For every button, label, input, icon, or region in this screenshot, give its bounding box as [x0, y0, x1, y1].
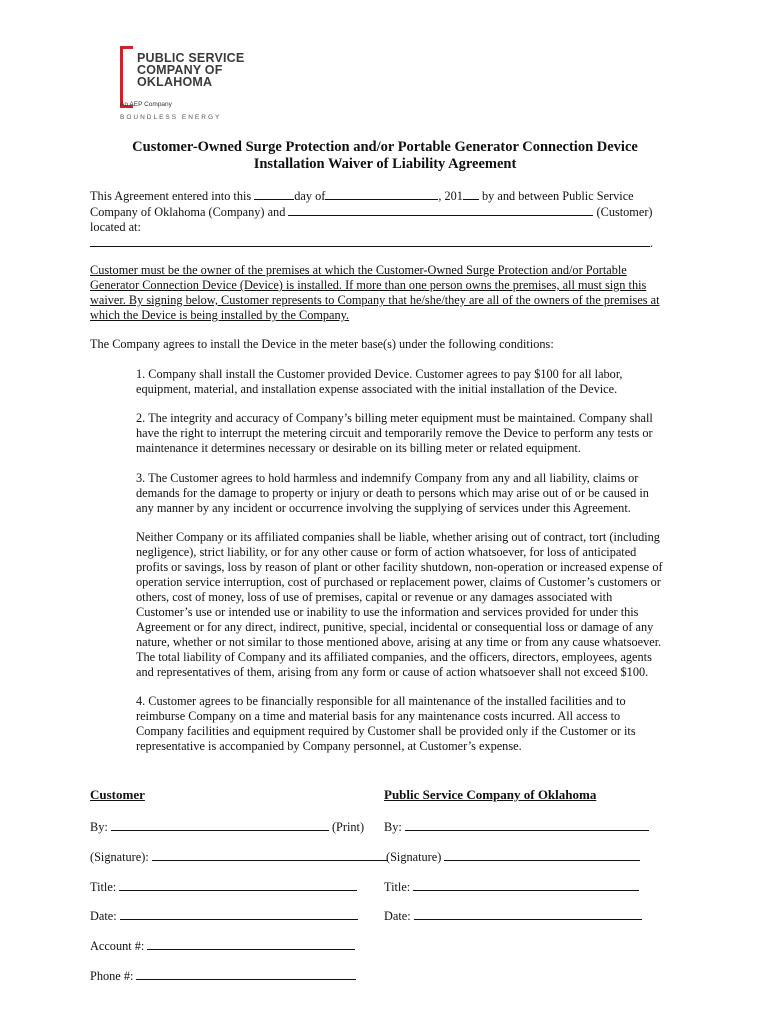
document-title — [90, 139, 680, 173]
intro-text-f: (Customer) — [596, 205, 653, 219]
title-line-1: Customer-Owned Surge Protection and/or Portable Generator Connection Device — [132, 139, 638, 155]
customer-date-field[interactable] — [120, 908, 358, 920]
owner-notice-line-2: Generator Connection Device (Device) is installed. If more than one person owns the premises, all must sign this — [90, 278, 647, 292]
customer-phone-row: Phone #: — [90, 968, 356, 984]
customer-phone-field[interactable] — [136, 968, 356, 980]
intro-text-a: This Agreement entered into this — [90, 189, 252, 203]
year-field[interactable] — [463, 188, 479, 200]
logo-line-1: PUBLIC SERVICE — [137, 51, 245, 65]
intro-text-g: located at: — [90, 220, 141, 234]
logo-line-2: COMPANY OF — [137, 63, 223, 77]
customer-title-field[interactable] — [119, 879, 357, 891]
company-heading: Public Service Company of Oklahoma — [384, 787, 597, 802]
logo-line-3: OKLAHOMA — [137, 75, 213, 89]
logo-parent-company: An AEP Company — [120, 101, 172, 108]
customer-heading: Customer — [90, 787, 145, 802]
intro-text-h: . — [650, 236, 654, 250]
condition-3: 3. The Customer agrees to hold harmless and indemnify Company from any and all liability, claims or demands for the damage to property or injury or death to persons which may arise out of or be caused in any manner by any incident or occurrence involving the supplying of services under this Agreement. — [136, 471, 649, 515]
condition-2: 2. The integrity and accuracy of Company’s billing meter equipment must be maintained. Company shall have the right to interrupt the metering circuit and temporarily remove the Device to perform any tests or maintenance it determines necessary or desirable on its billing meter or related equipment. — [136, 411, 653, 455]
customer-date-row: Date: — [90, 908, 358, 924]
company-date-row: Date: — [384, 908, 642, 924]
condition-1: 1. Company shall install the Customer provided Device. Customer agrees to pay $100 for all labor, equipment, material, and installation expense associated with the initial installation of the Device. — [136, 367, 623, 396]
company-signature-row: (Signature) — [386, 849, 640, 865]
company-logo — [137, 52, 244, 88]
company-by-row: By: — [384, 819, 649, 835]
month-field[interactable] — [325, 188, 438, 200]
company-signature-field[interactable] — [444, 849, 640, 861]
owner-notice — [90, 263, 690, 323]
company-title-field[interactable] — [413, 879, 639, 891]
owner-notice-line-3: waiver. By signing below, Customer represents to Company that he/she/they are all of the owners of the premises at — [90, 293, 660, 307]
customer-account-field[interactable] — [147, 938, 355, 950]
conditions-intro: The Company agrees to install the Device in the meter base(s) under the following conditions: — [90, 337, 554, 351]
intro-text-c: , 201 — [438, 189, 463, 203]
company-date-field[interactable] — [414, 908, 642, 920]
customer-title-row: Title: — [90, 879, 357, 895]
owner-notice-line-4-end: . — [346, 308, 350, 322]
condition-4: 4. Customer agrees to be financially responsible for all maintenance of the installed facilities and to reimburse Company on a time and material basis for any maintenance costs incurred. All access to Company facilities and equipment required by Customer shall be provided only if the Customer or its representative is accompanied by Company personnel, at Customer’s expense. — [136, 694, 636, 753]
company-title-row: Title: — [384, 879, 639, 895]
customer-signature-field[interactable] — [152, 849, 388, 861]
liability-limitation: Neither Company or its affiliated companies shall be liable, whether arising out of contract, tort (including negligence), strict liability, or for any other cause or form of action whatsoever, for loss of anticipated profits or savings, loss by reason of plant or other facility shutdown, non-operation or increased expense of operation service interruption, cost of purchased or replacement power, claims of Customer’s customers or others, cost of money, loss of use of premises, capital or revenue or any damages associated with Customer’s use or intended use or inability to use the information and services provided for under this Agreement or for any direct, indirect, punitive, special, incidental or consequential loss or damage of any nature, whether or not similar to those mentioned above, arising at any time or from any cause whatsoever. The total liability of Company and its affiliated companies, and the officers, directors, employees, agents and representatives of them, arising from any form or cause of action whatsoever shall not exceed $100. — [136, 530, 663, 679]
customer-name-field[interactable] — [288, 204, 593, 216]
customer-by-row: By: (Print) — [90, 820, 365, 834]
title-line-2: Installation Waiver of Liability Agreement — [253, 156, 517, 172]
customer-print-name-field[interactable] — [111, 819, 329, 831]
agreement-intro — [90, 188, 690, 251]
intro-text-b: day of — [294, 189, 326, 203]
day-field[interactable] — [254, 188, 294, 200]
customer-account-row: Account #: — [90, 938, 355, 954]
intro-text-d: by and between Public Service — [482, 189, 634, 203]
location-field[interactable] — [90, 235, 650, 247]
logo-tagline: BOUNDLESS ENERGY — [120, 114, 222, 121]
intro-text-e: Company of Oklahoma (Company) and — [90, 205, 286, 219]
owner-notice-line-4: which the Device is being installed by the Company — [90, 308, 347, 322]
customer-signature-row: (Signature): — [90, 849, 388, 865]
logo-bracket — [120, 46, 133, 108]
owner-notice-line-1: Customer must be the owner of the premises at which the Customer-Owned Surge Protection and/or Portable — [90, 263, 627, 277]
company-by-field[interactable] — [405, 819, 649, 831]
